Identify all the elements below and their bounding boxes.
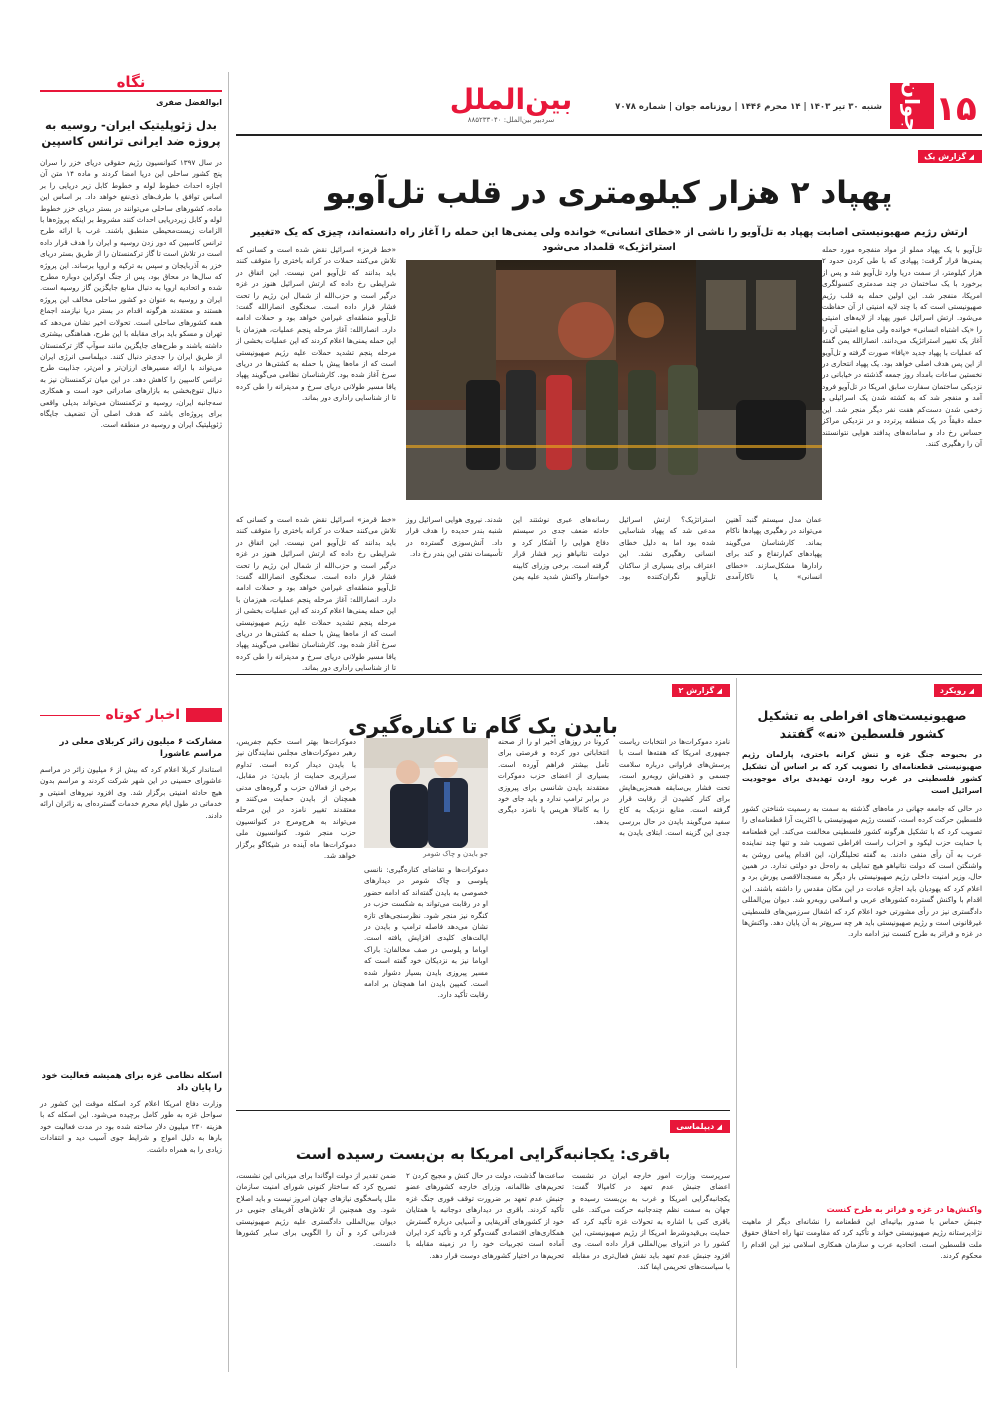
briefs [40, 700, 222, 1368]
opinion-headline: بدل ژئوپلیتیک ایران- روسیه به پروژه ضد ایرانی ترانس کاسپین [41, 118, 221, 148]
brief-item [40, 1070, 222, 1378]
biden-headline: بایدن یک گام تا کناره‌گیری [348, 714, 618, 738]
bagheri-headline: باقری: یکجانبه‌گرایی امریکا به بن‌بست رسیده است [295, 1145, 671, 1163]
masthead [236, 82, 982, 132]
briefs-label: اخبار کوتاه [105, 707, 180, 723]
masthead-logo [890, 82, 982, 130]
biden-tag: ◢ گزارش ۲ [672, 684, 730, 697]
bagheri-col-3: ضمن تقدیر از دولت اوگاندا برای میزبانی این نشست، تصریح کرد که ساختار کنونی شورای امنیت سازمان ملل پاسخگوی نیازهای جهان امروز نیست و باید اصلاح شود. وی همچنین از تلاش‌های آفریقای جنوبی در دیوان بین‌المللی دادگستری علیه رژیم صهیونیستی قدردانی کرد و آن را الگویی برای سایر کشورها دانست. [236, 1171, 396, 1249]
bagheri-tag: ◢ دیپلماسی [670, 1120, 730, 1133]
palestine-report [742, 678, 982, 1378]
biden-photo-image [364, 738, 488, 848]
bagheri-col-1: سرپرست وزارت امور خارجه ایران در نشست اعضای جنبش عدم تعهد در کامپالا گفت: یکجانبه‌گرایی امریکا و غرب به بن‌بست رسیده و جهان به سمت نظم چندجانبه حرکت می‌کند. علی باقری کنی با اشاره به تحولات غزه تأکید کرد که حمایت بی‌قیدوشرط امریکا از رژیم صهیونیستی، این کشور را در انزوای بین‌المللی قرار داده است. وی افزود جنبش عدم تعهد باید نقش فعال‌تری در مقابله با سیاست‌های تحریمی ایفا کند. [572, 1171, 730, 1272]
opinion-label-text: نگاه [116, 73, 146, 91]
palestine-tag: ◢ رویکرد [934, 684, 982, 697]
opinion-column [40, 72, 222, 692]
palestine-body: در حالی که جامعه جهانی در ماه‌های گذشته به سمت به رسمیت شناختن کشور فلسطین حرکت کرده است، کنست رژیم صهیونیستی با اکثریت آرا قطعنامه‌ای را تصویب کرد که با تشکیل هرگونه کشور فلسطینی مخالفت می‌کند. این قطعنامه با حمایت حزب لیکود و احزاب راست افراطی تصویب شد و تنها چند نماینده عرب به آن رأی منفی دادند. به گفته تحلیلگران، این اقدام پیامی روشن به واشنگتن است که دولت نتانیاهو هیچ تمایلی به راه‌حل دو دولتی ندارد. در همین حال، وزیر امنیت داخلی رژیم صهیونیستی بار دیگر به مسجدالاقصی یورش برد و اعلام کرد که یهودیان باید اجازه عبادت در این مکان مقدس را داشته باشند. این اقدام با واکنش گسترده کشورهای عربی و اسلامی روبه‌رو شد. دیوان بین‌المللی دادگستری نیز در رأی مشورتی خود اعلام کرد که اشغال سرزمین‌های فلسطینی غیرقانونی است و رژیم صهیونیستی باید هر چه سریع‌تر به آن پایان دهد. واکنش‌ها در غزه و فراتر به طرح کنست نیز ادامه دارد. [742, 804, 982, 939]
lead-photo-image [406, 260, 822, 500]
palestine-subhead: واکنش‌ها در غزه و فراتر به طرح کنست [826, 1205, 982, 1214]
briefs-rule [40, 715, 100, 716]
bagheri-report [236, 1114, 730, 1376]
date-line: شنبه ۳۰ تیر ۱۴۰۳ | ۱۴ محرم ۱۴۴۶ | روزنامه جوان | شماره ۷۰۷۸ [615, 102, 882, 112]
palestine-headline: صهیونیست‌های افراطی به تشکیل کشور فلسطین «نه» گفتند [757, 708, 967, 741]
brief-item [40, 736, 222, 1064]
lead-tag: ◢ گزارش یک [918, 150, 982, 163]
section-logo [446, 84, 576, 124]
lead-lede: ارتش رژیم صهیونیستی اصابت پهپاد به تل‌آویو را ناشی از «خطای انسانی» خوانده ولی یمنی‌ها این حمله را آغاز راه دانسته‌اند، چیزی که یک «تغییر استراتژیک» قلمداد می‌شود [250, 227, 968, 253]
biden-bottom-rule [236, 1110, 730, 1111]
opinion-author: ابوالفضل صفری [156, 98, 222, 107]
palestine-body-2: جنبش حماس با صدور بیانیه‌ای این قطعنامه را نشانه‌ای دیگر از ماهیت نژادپرستانه رژیم صهیونیستی خواند و تأکید کرد که مقاومت تنها راه احقاق حقوق ملت فلسطین است. اتحادیه عرب و سازمان همکاری اسلامی نیز این اقدام را محکوم کردند. [742, 1217, 982, 1261]
palestine-lede: در بحبوحه جنگ غزه و تنش کرانه باختری، پارلمان رژیم صهیونیستی قطعنامه‌ای را تصویب کرد که بر اساس آن تشکیل کشور فلسطینی در غرب رود اردن تهدیدی برای موجودیت اسرائیل است [742, 750, 982, 795]
biden-photo-caption: جو بایدن و چاک شومر [423, 850, 488, 858]
palestine-tag-wrap [742, 678, 982, 697]
briefs-header [40, 700, 222, 730]
lead-story [236, 144, 982, 672]
section-logo-text: بین‌الملل [449, 83, 573, 116]
lead-col-4: «خط قرمز» اسرائیل نقض شده است و کسانی که تلاش می‌کنند حملات در کرانه باختری را متوقف کنند باید بدانند که تل‌آویو امن نیست. این اتفاق در شرایطی رخ داده که ارتش اسرائیل هنوز در غزه درگیر است و حزب‌الله از شمال این رژیم را تحت فشار قرار داده است. سخنگوی انصارالله گفت: تل‌آویو منطقه‌ای غیرامن خواهد بود و حملات ادامه دارد. انصارالله: آغاز مرحله پنجم عملیات، هم‌زمان با این حمله یمنی‌ها اعلام کردند که این عملیات بخشی از مرحله پنجم تشدید حملات علیه رژیم صهیونیستی است که از ماه‌ها پیش با حمله به کشتی‌ها در دریای سرخ آغاز شده بود. کارشناسان نظامی می‌گویند پهپاد یافا مسیر طولانی دریای سرخ و مدیترانه را طی کرده تا از شناسایی راداری دور بماند. [236, 515, 396, 673]
logo-15-icon [936, 84, 976, 128]
biden-tag-wrap [236, 678, 730, 697]
lead-col-3: عمان مدل سیستم گنبد آهنین می‌تواند در رهگیری پهپادها ناکام بماند. کارشناسان می‌گویند پهپادهای کم‌ارتفاع و کند برای رادارها مشکل‌سازند. «خطای انسانی» یا ناکارآمدی استراتژیک؟ ارتش اسرائیل مدعی شد که پهپاد شناسایی شده بود اما به دلیل خطای انسانی رهگیری نشد. این اعتراف برای بسیاری از ساکنان تل‌آویو نگران‌کننده بود. رسانه‌های عبری نوشتند این حادثه ضعف جدی در سیستم دفاع هوایی را آشکار کرد و دولت نتانیاهو زیر فشار قرار گرفته است. برخی وزرای کابینه خواستار واکنش شدید علیه یمن شدند. نیروی هوایی اسرائیل روز شنبه بندر حدیده را هدف قرار داد. آتش‌سوزی گسترده در تأسیسات نفتی این بندر رخ داد. [406, 515, 822, 582]
logo-text: جوان [900, 80, 924, 132]
column-divider [228, 72, 229, 1372]
lead-tag-wrap [236, 144, 982, 163]
biden-photo [364, 738, 488, 848]
brief-body: استاندار کربلا اعلام کرد که بیش از ۶ میلیون زائر در مراسم عاشورای حسینی در این شهر شرکت کردند و مراسم بدون هیچ حادثه امنیتی برگزار شد. وی افزود نیروهای امنیتی و خدماتی در طول ایام محرم خدمات گسترده‌ای به زائران ارائه دادند. [40, 765, 223, 820]
brief-title: مشارکت ۶ میلیون زائر کربلای معلی در مراسم عاشورا [59, 737, 222, 759]
opinion-section-label [40, 72, 222, 92]
biden-report [236, 678, 730, 1108]
svg-text:۱۵: ۱۵ [935, 89, 977, 129]
opinion-body: در سال ۱۳۹۷ کنوانسیون رژیم حقوقی دریای خزر را سران پنج کشور ساحلی این دریا امضا کردند و ماده ۱۴ متن آن اجازه احداث خطوط لوله و خطوط کابل زیر دریایی را بر اساس توافق با طرف‌های ذی‌نفع خواهد داد. بر اساس این ماده، کشورهای ساحلی می‌توانند در بستر دریای خزر خطوط لوله و کابل زیردریایی احداث کنند مشروط بر اینکه پروژه‌ها با الزامات زیست‌محیطی منطبق باشند. غرب با ارائه طرح ترانس کاسپین که دور زدن روسیه و ایران را هدف قرار داده است در تلاش است تا گاز ترکمنستان را از طریق بستر دریای خزر به آذربایجان و سپس به ترکیه و اروپا برساند. این پروژه که سال‌ها در محاق بود، پس از جنگ اوکراین دوباره مطرح شده و اتحادیه اروپا به دنبال منابع جایگزین گاز روسیه است. ایران و روسیه به عنوان دو کشور ساحلی مخالف این پروژه هستند و معتقدند هرگونه اقدام در بستر دریا نیازمند اجماع همه کشورهای ساحلی است. تحولات اخیر نشان می‌دهد که تهران و مسکو باید برای مقابله با این طرح، هماهنگی بیشتری داشته باشند و طرح‌های جایگزین مانند سوآپ گاز ترکمنستان از طریق ایران را جدی‌تر دنبال کنند. دیپلماسی انرژی ایران می‌تواند با ارائه مسیرهای ارزان‌تر و امن‌تر، جذابیت طرح ترانس کاسپین را کاهش دهد. در این میان ترکمنستان نیز به دنبال تنوع‌بخشی به بازارهای صادراتی خود است و همکاری سه‌جانبه ایران، روسیه و ترکمنستان می‌تواند بدیلی واقعی برای پروژه‌ای باشد که هدف اصلی آن تضعیف جایگاه ژئوپلیتیک ایران و روسیه در منطقه است. [40, 158, 222, 430]
biden-col-3: دموکرات‌ها بهتر است حکیم جفریس، رهبر دموکرات‌های مجلس نمایندگان نیز با بایدن دیدار کرده است. تداوم سرازیری حمایت از بایدن: در مقابل، برخی از فعالان حزب و گروه‌های مدنی همچنان از بایدن حمایت می‌کنند و معتقدند تغییر نامزد در این مرحله می‌تواند به هرج‌ومرج در کنوانسیون حزب منجر شود. کنوانسیون ملی دموکرات‌ها ماه آینده در شیکاگو برگزار خواهد شد. [236, 737, 356, 861]
lead-col-1: تل‌آویو با یک پهپاد مملو از مواد منفجره مورد حمله یمنی‌ها قرار گرفت: پهپادی که با طی کردن حدود ۲ هزار کیلومتر، از سمت دریا وارد تل‌آویو شد و پس از برخورد با یک ساختمان در چند صدمتری کنسولگری امریکا، منفجر شد. این اولین حمله به قلب رژیم صهیونیستی است که با چند لایه امنیتی از آن حفاظت می‌شود. ارتش اسرائیل عبور پهپاد از لایه‌های امنیتی را «یک اشتباه انسانی» خوانده ولی منابع امنیتی آن را آغاز یک تغییر استراتژیک می‌دانند. انصارالله یمن گفته که عملیات با پهپاد جدید «یافا» صورت گرفته و تل‌آویو از این پس هدف اصلی خواهد بود. یک پهپاد انتحاری در نخستین ساعات بامداد روز جمعه گذشته در خیابانی در نزدیکی ساختمان سفارت سابق امریکا در تل‌آویو فرود آمد و منفجر شد که به کشته شدن یک اسرائیلی و زخمی شدن دست‌کم هفت نفر دیگر منجر شد. این حمله دقیقاً در یک منطقه پرتردد و در نزدیکی مراکز حساس رخ داد و سامانه‌های پدافند هوایی نتوانستند آن را رهگیری کنند. [822, 245, 982, 448]
brief-title: اسکله نظامی غزه برای همیشه فعالیت خود را پایان داد [41, 1071, 222, 1093]
lead-photo [406, 260, 822, 500]
masthead-rule [236, 134, 982, 136]
lead-bottom-rule [236, 674, 982, 675]
biden-col-1: نامزد دموکرات‌ها در انتخابات ریاست جمهوری امریکا که هفته‌ها است با پرسش‌های فراوانی درباره سلامت جسمی و ذهنی‌اش روبه‌رو است، تحت فشار بی‌سابقه همحزبی‌هایش برای کنار کشیدن از رقابت قرار گرفته است. منابع نزدیک به کاخ سفید می‌گویند بایدن در حال بررسی جدی این گزینه است. ابتلای بایدن به کرونا در روزهای اخیر او را از صحنه انتخاباتی دور کرده و فرصتی برای تأمل بیشتر فراهم آورده است. بسیاری از اعضای حزب دموکرات معتقدند بایدن شانسی برای پیروزی در برابر ترامپ ندارد و باید جای خود را به کامالا هریس یا نامزد دیگری بدهد. [498, 737, 730, 838]
biden-col-2: دموکرات‌ها و تقاضای کناره‌گیری: نانسی پلوسی و چاک شومر در دیدارهای خصوصی به بایدن گفته‌اند که ادامه حضور او در رقابت می‌تواند به شکست حزب در کنگره نیز منجر شود. نظرسنجی‌های تازه نشان می‌دهد فاصله ترامپ و بایدن در ایالت‌های کلیدی افزایش یافته است. اوباما و پلوسی در صف مخالفان: باراک اوباما نیز به نزدیکان خود گفته است که مسیر پیروزی بایدن بسیار دشوار شده است. کمپین بایدن اما همچنان بر ادامه رقابت تأکید دارد. [364, 865, 488, 1000]
briefs-bar [186, 708, 222, 722]
bagheri-col-2: ساعت‌ها گذشت، دولت در حال کنش و مجیج کردن ۲ تحریم‌های ظالمانه، وزرای خارجه کشورهای عضو جنبش عدم تعهد بر ضرورت توقف فوری جنگ غزه تأکید کردند. باقری در دیدارهای دوجانبه با همتایان خود از کشورهای آفریقایی و آسیایی درباره گسترش همکاری‌های اقتصادی گفت‌وگو کرد و تأکید کرد ایران آماده است تجربیات خود را در زمینه مقابله با تحریم‌ها در اختیار کشورهای دوست قرار دهد. [406, 1171, 564, 1260]
brief-body: وزارت دفاع امریکا اعلام کرد اسکله موقت این کشور در سواحل غزه به طور کامل برچیده می‌شود. این اسکله که با هزینه ۲۳۰ میلیون دلار ساخته شده بود در مدت فعالیت خود بارها به دلیل امواج و شرایط جوی آسیب دید و انتقادات زیادی را به همراه داشت. [40, 1099, 222, 1154]
lead-col-2: «خط قرمز» اسرائیل نقض شده است و کسانی که تلاش می‌کنند حملات در کرانه باختری را متوقف کنند باید بدانند که تل‌آویو امن نیست. این اتفاق در شرایطی رخ داده که ارتش اسرائیل هنوز در غزه درگیر است و حزب‌الله از شمال این رژیم را تحت فشار قرار داده است. سخنگوی انصارالله گفت: تل‌آویو منطقه‌ای غیرامن خواهد بود و حملات ادامه دارد. انصارالله: آغاز مرحله پنجم عملیات، هم‌زمان با این حمله یمنی‌ها اعلام کردند که این عملیات بخشی از مرحله پنجم تشدید حملات علیه رژیم صهیونیستی است که از ماه‌ها پیش با حمله به کشتی‌ها در دریای سرخ آغاز شده بود. کارشناسان نظامی می‌گویند پهپاد یافا مسیر طولانی دریای سرخ و مدیترانه را طی کرده تا از شناسایی راداری دور بماند. [236, 245, 396, 403]
logo-box [890, 80, 934, 132]
lead-headline: پهپاد ۲ هزار کیلومتری در قلب تل‌آویو [325, 175, 893, 211]
editor-line: سردبیر بین‌الملل: ۸۸۵۲۳۳۰۴۰ [467, 116, 555, 124]
bagheri-tag-wrap [236, 1114, 730, 1133]
report-divider [736, 678, 737, 1368]
